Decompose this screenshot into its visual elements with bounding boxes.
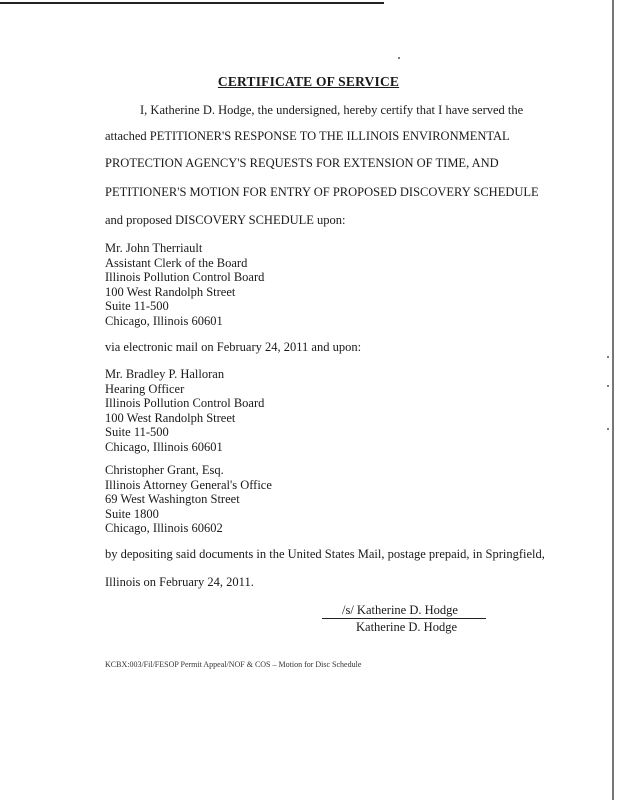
address-line: Chicago, Illinois 60601: [105, 313, 223, 328]
address-line: Christopher Grant, Esq.: [105, 463, 224, 477]
recipient-address-block: [105, 241, 264, 329]
address-line: Illinois Pollution Control Board: [105, 270, 265, 285]
right-edge-scan-line: [612, 0, 614, 800]
body-line: attached PETITIONER'S RESPONSE TO THE ILLINOIS ENVIRONMENTAL: [105, 129, 510, 143]
scan-speck: [607, 428, 609, 430]
address-line: Illinois Attorney General's Office: [105, 477, 272, 492]
document-title: CERTIFICATE OF SERVICE: [217, 74, 400, 89]
address-line: Suite 11-500: [105, 299, 169, 314]
address-line: Suite 1800: [105, 506, 159, 521]
body-line: PROTECTION AGENCY'S REQUESTS FOR EXTENSION OF TIME, AND: [105, 156, 499, 170]
service-method-line: via electronic mail on February 24, 2011 and upon:: [105, 340, 362, 354]
signatory-name: Katherine D. Hodge: [356, 620, 458, 634]
body-line: I, Katherine D. Hodge, the undersigned, hereby certify that I have served the: [140, 103, 524, 117]
address-line: 100 West Randolph Street: [105, 410, 236, 425]
address-line: Suite 11-500: [105, 425, 169, 440]
body-line: PETITIONER'S MOTION FOR ENTRY OF PROPOSED DISCOVERY SCHEDULE: [105, 185, 539, 199]
address-line: Chicago, Illinois 60601: [105, 439, 223, 454]
address-line: Hearing Officer: [105, 381, 185, 396]
address-line: Illinois Pollution Control Board: [105, 396, 265, 411]
signature-block: [322, 603, 486, 635]
address-line: Mr. John Therriault: [105, 241, 203, 255]
address-line: Mr. Bradley P. Halloran: [105, 367, 225, 381]
scan-speck: [607, 356, 609, 358]
recipient-address-block: [105, 463, 272, 536]
scan-speck: [607, 385, 609, 387]
closing-line: Illinois on February 24, 2011.: [105, 575, 254, 589]
electronic-signature: /s/ Katherine D. Hodge: [322, 603, 486, 619]
document-footer-reference: KCBX:003/Fil/FESOP Permit Appeal/NOF & COS – Motion for Disc Schedule: [105, 660, 362, 669]
body-line: and proposed DISCOVERY SCHEDULE upon:: [105, 213, 346, 227]
address-line: 100 West Randolph Street: [105, 284, 236, 299]
address-line: 69 West Washington Street: [105, 492, 240, 507]
closing-line: by depositing said documents in the United States Mail, postage prepaid, in Springfield,: [105, 547, 545, 561]
address-line: Chicago, Illinois 60602: [105, 521, 223, 536]
top-border-rule: [0, 2, 384, 4]
scan-speck: [398, 57, 400, 59]
recipient-address-block: [105, 367, 264, 455]
address-line: Assistant Clerk of the Board: [105, 255, 248, 270]
